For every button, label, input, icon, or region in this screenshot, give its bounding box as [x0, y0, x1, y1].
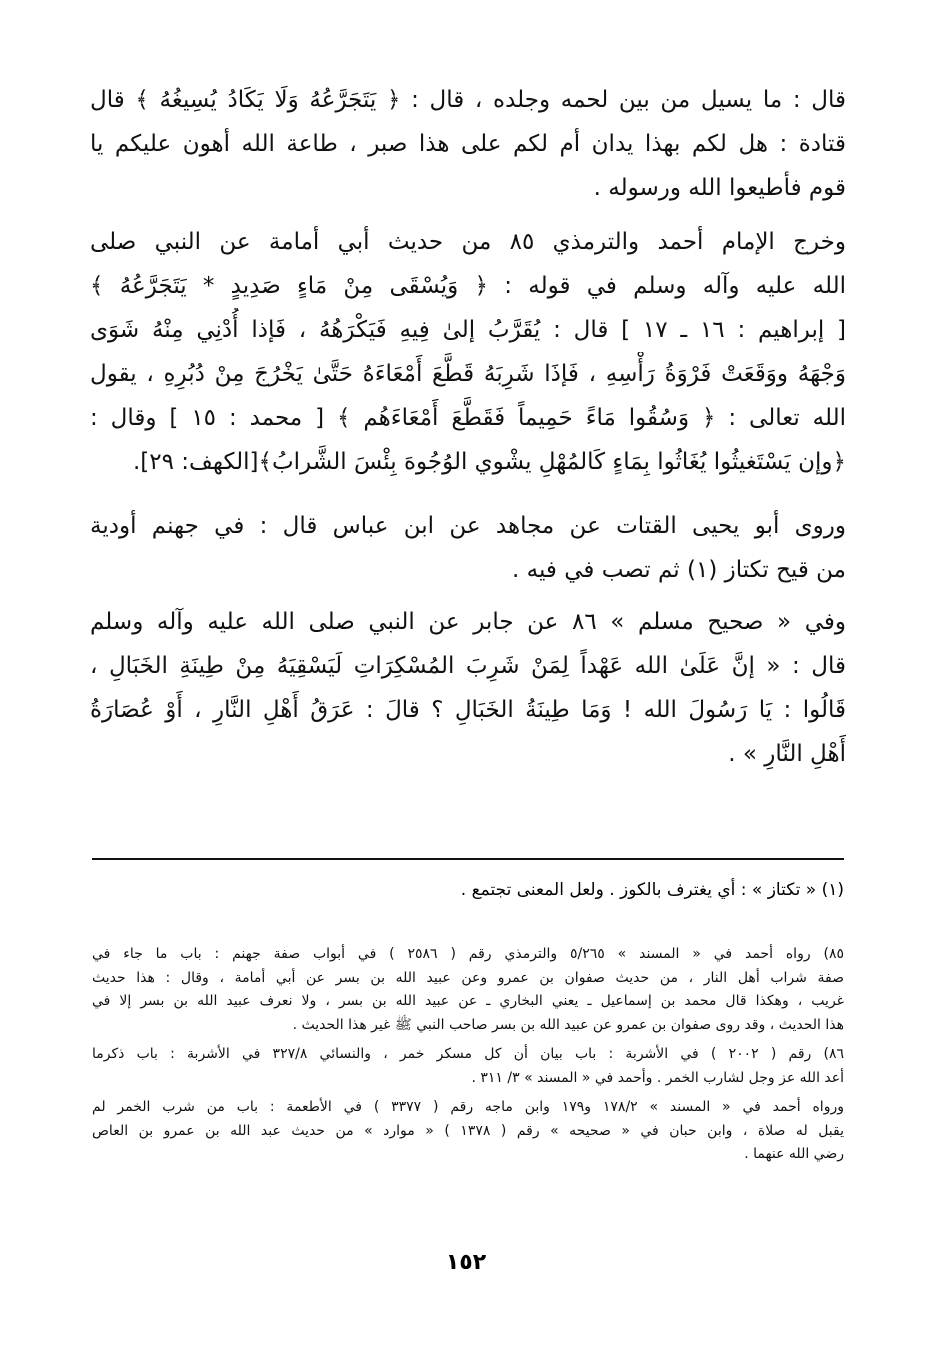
text-line: [ إبراهيم : ١٦ ـ ١٧ ] قال : يُقَرَّبُ إلىٰ فِيهِ فَيَكْرَهُهُ ، فَإذا أُدْنِي مِنْهُ شَوَى	[90, 317, 846, 343]
page-number: ١٥٢	[445, 1250, 487, 1275]
source-footnotes	[92, 943, 844, 1173]
text-line: قَالُوا : يَا رَسُولَ الله ! وَمَا طِينَةُ الخَبَالِ ؟ قالَ : عَرَقُ أَهْلِ النَّارِ ، أَوْ عُصَارَةُ	[90, 697, 846, 723]
paragraph-4	[90, 600, 846, 776]
text-line: أَهْلِ النَّارِ » .	[728, 741, 846, 767]
text-line: من قيح تكتاز (١) ثم تصب في فيه .	[512, 557, 846, 583]
text-line: وفي « صحيح مسلم » ٨٦ عن جابر عن النبي صلى الله عليه وآله وسلم	[90, 609, 846, 635]
footnote-line: ٨٦) رقم ( ٢٠٠٢ ) في الأشربة : باب بيان أن كل مسكر خمر ، والنسائي ٣٢٧/٨ في الأشربة : باب ذكرما	[92, 1046, 844, 1062]
footnote-line: صفة شراب أهل النار ، من حديث صفوان بن عمرو وعن عبيد الله بن بسر عن أبي أمامة ، وقال : هذا حديث	[92, 969, 844, 986]
text-line: الله تعالى : ﴿ وَسُقُوا مَاءً حَمِيماً فَقَطَّعَ أَمْعَاءَهُم ﴾ [ محمد : ١٥ ] وقال :	[90, 405, 846, 431]
text-line: الله عليه وآله وسلم في قوله : ﴿ وَيُسْقَى مِنْ مَاءٍ صَدِيدٍ * يَتَجَرَّعُهُ ﴾	[90, 273, 846, 299]
footnote-line: رضي الله عنهما .	[744, 1146, 844, 1162]
footnote-1: (١) « تكتاز » : أي يغترف بالكوز . ولعل المعنى تجتمع .	[460, 880, 844, 900]
paragraph-3	[90, 504, 846, 592]
footnote-divider	[92, 858, 844, 860]
footnote-line: يقبل له صلاة ، وابن حبان في « صحيحه » رقم ( ١٣٧٨ ) « موارد » من حديث عبد الله بن عمرو بن العاص	[92, 1122, 844, 1139]
text-line: قال : ما يسيل من بين لحمه وجلده ، قال : ﴿ يَتَجَرَّعُهُ وَلَا يَكَادُ يُسِيغُهُ ﴾ قال	[90, 87, 846, 113]
footnote-line: أعد الله عز وجل لشارب الخمر . وأحمد في « المسند » ٣/ ٣١١ .	[471, 1069, 844, 1086]
paragraph-2	[90, 220, 846, 484]
text-line: وروى أبو يحيى القتات عن مجاهد عن ابن عباس قال : في جهنم أودية	[90, 513, 846, 539]
text-line: وخرج الإمام أحمد والترمذي ٨٥ من حديث أبي أمامة عن النبي صلى	[90, 229, 846, 255]
footnote-85	[92, 943, 844, 1037]
footnote-86	[92, 1043, 844, 1090]
footnote-line: ٨٥) رواه أحمد في « المسند » ٥/٢٦٥ والترمذي رقم ( ٢٥٨٦ ) في أبواب صفة جهنم : باب ما جاء في	[92, 946, 844, 962]
footnote-line: ورواه أحمد في « المسند » ١٧٨/٢ و١٧٩ وابن ماجه رقم ( ٣٣٧٧ ) في الأطعمة : باب من شرب الخمر لم	[92, 1099, 844, 1115]
paragraph-1	[90, 78, 846, 210]
text-line: قوم فأطيعوا الله ورسوله .	[593, 175, 846, 201]
footnote-86-continued	[92, 1096, 844, 1167]
footnote-line: هذا الحديث ، وقد روى صفوان بن عمرو عن عبيد الله بن بسر صاحب النبي ﷺ غير هذا الحديث .	[292, 1016, 844, 1033]
footnote-line: غريب ، وهكذا قال محمد بن إسماعيل ـ يعني البخاري ـ عن عبيد الله بن بسر ، ولا نعرف عبيد الله بن بسر إلا في	[92, 993, 844, 1009]
text-line: ﴿وإن يَسْتَغيثُوا يُغَاثُوا بِمَاءٍ كَالمُهْلِ يشْوي الوُجُوهَ بِئْسَ الشَّرابُ﴾[الكهف: ٢٩].	[132, 449, 846, 475]
main-text	[90, 78, 846, 776]
text-line: قال : « إنَّ عَلَىٰ الله عَهْداً لِمَنْ شَرِبَ المُسْكِرَاتِ لَيَسْقِيَهُ مِنْ طِينَةِ الخَبَالِ ،	[90, 653, 846, 679]
text-line: وَجْهَهُ ووَقَعَتْ فَرْوَةُ رَأْسِهِ ، فَإذَا شَرِبَهُ قَطَّعَ أَمْعَاءَهُ حَتَّىٰ يَخْرُجَ مِنْ دُبُرِهِ ، يقول	[90, 361, 846, 387]
text-line: قتادة : هل لكم بهذا يدان أم لكم على هذا صبر ، طاعة الله أهون عليكم يا	[90, 131, 846, 157]
